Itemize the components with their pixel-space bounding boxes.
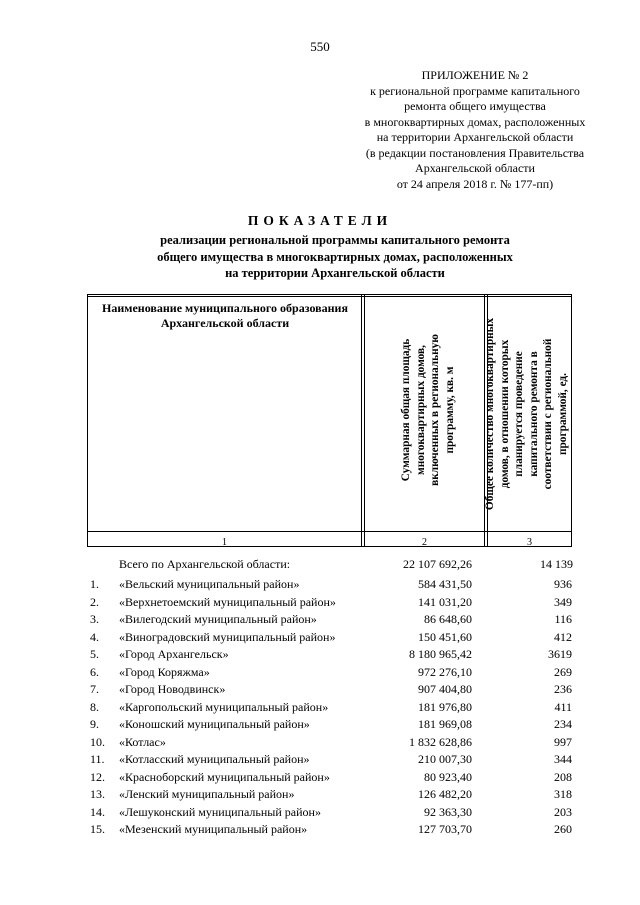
column-number: 2 <box>422 537 427 548</box>
row-number: 14. <box>90 804 105 819</box>
count-value: 260 <box>554 822 572 836</box>
column-number: 3 <box>527 537 532 548</box>
header-line: капитального ремонта в <box>527 351 540 477</box>
table-col-divider <box>361 294 362 547</box>
table-row <box>0 735 640 752</box>
appendix-note <box>330 68 620 192</box>
appendix-line: к региональной программе капитального <box>370 83 580 98</box>
header-line: программу, кв. м <box>443 366 456 454</box>
column-header-count <box>483 299 571 529</box>
table-row <box>0 630 640 647</box>
table-row <box>0 770 640 787</box>
column-number: 1 <box>222 537 227 548</box>
count-value: 349 <box>554 594 572 609</box>
area-value: 181 969,08 <box>418 717 472 731</box>
count-value: 236 <box>554 682 572 696</box>
municipality-name: «Город Новодвинск» <box>119 682 226 696</box>
header-line: Архангельской области <box>160 316 290 330</box>
municipality-name: «Каргопольский муниципальный район» <box>119 699 329 714</box>
total-area: 22 107 692,26 <box>403 557 472 571</box>
table-row <box>0 595 640 612</box>
header-line: Наименование муниципального образования <box>102 301 348 315</box>
table-row <box>0 787 640 804</box>
count-value: 3619 <box>548 647 572 661</box>
row-number: 6. <box>90 664 99 679</box>
area-value: 86 648,60 <box>424 612 472 626</box>
subtitle-line: на территории Архангельской области <box>225 266 445 280</box>
column-header-area <box>399 295 459 525</box>
appendix-line: в многоквартирных домах, расположенных <box>364 114 586 129</box>
appendix-line: от 24 апреля 2018 г. № 177-пп) <box>396 176 554 191</box>
count-value: 412 <box>554 629 572 644</box>
row-number: 9. <box>90 717 99 731</box>
count-value: 997 <box>554 734 572 749</box>
table-row <box>0 682 640 699</box>
row-number: 13. <box>90 787 105 801</box>
total-label: Всего по Архангельской области: <box>119 557 291 571</box>
area-value: 907 404,80 <box>418 682 472 696</box>
header-line: программой, ед. <box>556 373 569 455</box>
count-value: 269 <box>554 664 572 679</box>
header-line: планируется проведение <box>513 351 525 477</box>
municipality-name: «Вельский муниципальный район» <box>119 577 300 591</box>
row-number: 11. <box>90 752 105 766</box>
area-value: 127 703,70 <box>418 822 472 836</box>
document-title: ПОКАЗАТЕЛИ <box>247 213 393 228</box>
table-row <box>0 717 640 734</box>
row-number: 2. <box>90 594 99 609</box>
count-value: 116 <box>554 612 572 626</box>
table-row <box>0 752 640 769</box>
table-row <box>0 665 640 682</box>
municipality-name: «Верхнетоемский муниципальный район» <box>119 594 336 609</box>
area-value: 141 031,20 <box>418 594 472 609</box>
row-number: 3. <box>90 612 99 626</box>
area-value: 126 482,20 <box>418 787 472 801</box>
municipality-name: «Красноборский муниципальный район» <box>119 769 330 784</box>
count-value: 344 <box>554 752 572 766</box>
table-row <box>0 647 640 664</box>
appendix-line: Архангельской области <box>415 161 535 175</box>
municipality-name: «Вилегодский муниципальный район» <box>119 612 317 626</box>
municipality-name: «Котласский муниципальный район» <box>119 752 310 766</box>
area-value: 150 451,60 <box>418 629 472 644</box>
area-value: 584 431,50 <box>418 577 472 591</box>
table-border-right <box>571 294 572 547</box>
area-value: 972 276,10 <box>418 664 472 679</box>
municipality-name: «Город Архангельск» <box>119 647 229 661</box>
area-value: 1 832 628,86 <box>409 734 472 749</box>
row-number: 12. <box>90 769 105 784</box>
page-number: 550 <box>310 39 330 54</box>
header-line: домов, в отношении которых <box>498 339 511 489</box>
municipality-name: «Город Коряжма» <box>119 664 210 679</box>
total-count: 14 139 <box>540 557 573 571</box>
appendix-line: ПРИЛОЖЕНИЕ № 2 <box>421 68 529 82</box>
row-number: 8. <box>90 699 99 714</box>
municipality-name: «Коношский муниципальный район» <box>119 717 310 731</box>
municipality-name: «Котлас» <box>119 734 166 749</box>
count-value: 208 <box>554 769 572 784</box>
area-value: 210 007,30 <box>418 752 472 766</box>
table-row <box>0 577 640 594</box>
table-border-left <box>87 294 88 547</box>
document-subtitle <box>100 232 570 282</box>
count-value: 234 <box>554 717 572 731</box>
row-number: 10. <box>90 734 105 749</box>
count-value: 411 <box>554 699 572 714</box>
row-number: 1. <box>90 577 99 591</box>
header-line: многоквартирных домов, <box>414 345 427 475</box>
appendix-line: ремонта общего имущества <box>404 99 546 113</box>
count-value: 318 <box>554 787 572 801</box>
municipality-name: «Ленский муниципальный район» <box>119 787 295 801</box>
appendix-line: (в редакции постановления Правительства <box>365 145 585 160</box>
table-border-top <box>87 294 572 295</box>
municipality-name: «Виноградовский муниципальный район» <box>119 629 336 644</box>
municipality-name: «Лешуконский муниципальный район» <box>119 804 321 819</box>
area-value: 181 976,80 <box>418 699 472 714</box>
row-number: 15. <box>90 822 105 836</box>
row-number: 7. <box>90 682 99 696</box>
count-value: 203 <box>554 804 572 819</box>
row-number: 5. <box>90 647 99 661</box>
row-number: 4. <box>90 629 99 644</box>
header-line: включенных в региональную <box>429 334 441 486</box>
table-header-divider <box>87 531 572 532</box>
subtitle-line: общего имущества в многоквартирных домах, расположенных <box>157 249 513 264</box>
column-header-municipality <box>90 301 360 331</box>
municipality-name: «Мезенский муниципальный район» <box>119 822 308 836</box>
appendix-line: на территории Архангельской области <box>376 130 574 144</box>
header-line: соответствии с региональной <box>542 338 554 490</box>
table-row <box>0 822 640 839</box>
area-value: 8 180 965,42 <box>409 647 472 661</box>
table-row <box>0 805 640 822</box>
header-line: Суммарная общая площадь <box>400 338 412 482</box>
subtitle-line: реализации региональной программы капитального ремонта <box>160 233 510 247</box>
table-col-divider-inner <box>364 294 365 547</box>
area-value: 80 923,40 <box>424 769 472 784</box>
table-border-top-inner <box>87 296 572 297</box>
header-line: Общее количество многоквартирных <box>484 317 496 511</box>
table-row <box>0 700 640 717</box>
area-value: 92 363,30 <box>424 804 472 819</box>
count-value: 936 <box>554 577 572 591</box>
table-row <box>0 612 640 629</box>
